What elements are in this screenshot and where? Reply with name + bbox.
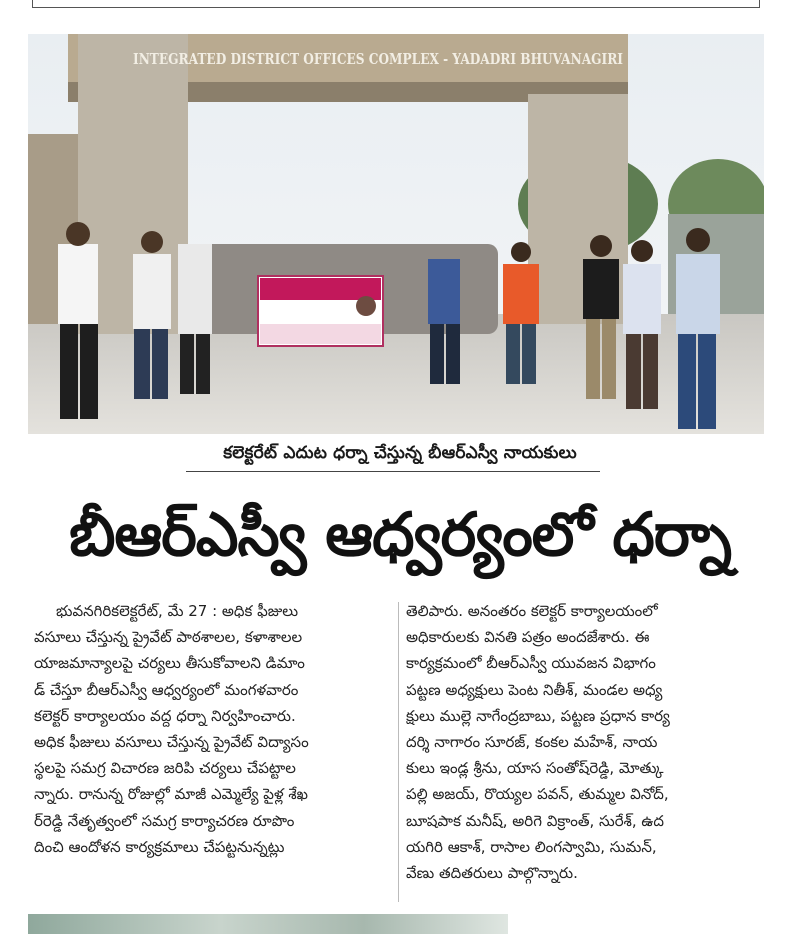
article-line: న్నారు. రానున్న రోజుల్లో మాజీ ఎమ్మెల్యే పైళ్ల శేఖ <box>34 785 308 804</box>
article-line: యగిరి ఆకాశ్, రాసాల లింగస్వామి, సుమన్, <box>406 837 657 856</box>
column-divider <box>398 602 399 902</box>
article-line: పల్లి అజయ్, రొయ్యల పవన్, తుమ్మల వినోద్, <box>406 785 669 804</box>
article-column-right <box>406 598 776 886</box>
article-line: అధికారులకు వినతి పత్రం అందజేశారు. ఈ <box>406 628 650 647</box>
article-line: అధిక ఫీజులు వసూలు చేస్తున్న ప్రైవేట్ విద్యాసం <box>34 733 309 752</box>
article-line: దించి ఆందోళన కార్యక్రమాలు చేపట్టనున్నట్లు <box>34 837 285 856</box>
article-line: భువనగిరికలెక్టరేట్, మే 27 : అధిక ఫీజులు <box>56 602 299 620</box>
article-line: కార్యక్రమంలో బీఆర్ఎస్వీ యువజన విభాగం <box>406 654 656 673</box>
article-line: బూషపాక మనీష్, అరిగె విక్రాంత్, సురేశ్, ఉద <box>406 811 664 830</box>
gate-sign-text: INTEGRATED DISTRICT OFFICES COMPLEX - YADADRI BHUVANAGIRI <box>133 50 623 68</box>
article-line: ర్‌రెడ్డి నేతృత్వంలో సమగ్ర కార్యాచరణ రూపొం <box>34 811 295 830</box>
article-line: తెలిపారు. అనంతరం కలెక్టర్ కార్యాలయంలో <box>406 602 658 620</box>
photo-caption: కలెక్టరేట్ ఎదుట ధర్నా చేస్తున్న బీఆర్ఎస్వీ నాయకులు <box>223 443 577 463</box>
article-line: స్థలపై సమగ్ర విచారణ జరిపి చర్యలు చేపట్టాల <box>34 759 296 778</box>
article-line: కులు ఇండ్ల శ్రీను, యాస సంతోష్‌రెడ్డి, మోత్కు <box>406 759 664 778</box>
article-line: కలెక్టర్ కార్యాలయం వద్ద ధర్నా నిర్వహించారు. <box>34 706 296 725</box>
article-line: పట్టణ అధ్యక్షులు పెంట నితీశ్, మండల అధ్య <box>406 680 663 699</box>
article-line: డ్ చేస్తూ బీఆర్ఎస్వీ ఆధ్వర్యంలో మంగళవారం <box>34 680 299 699</box>
article-line: యాజమాన్యాలపై చర్యలు తీసుకోవాలని డిమాం <box>34 654 305 673</box>
article-line: వసూలు చేస్తున్న ప్రైవేట్ పాఠశాలల, కళాశాలల <box>34 628 303 647</box>
news-photo <box>28 34 764 434</box>
previous-article-border <box>32 0 760 8</box>
caption-divider <box>186 471 600 472</box>
article-line: క్షులు ముల్లె నాగేంద్రబాబు, పట్టణ ప్రధాన కార్య <box>406 706 670 725</box>
article-line: వేణు తదితరులు పాల్గొన్నారు. <box>406 864 578 883</box>
article-line: దర్శి నాగారం సూరజ్, కంకల మహేశ్, నాయ <box>406 733 658 752</box>
next-article-photo-edge <box>28 914 508 934</box>
headline: బీఆర్ఎస్వీ ఆధ్వర్యంలో ధర్నా <box>69 500 731 570</box>
article-column-left <box>34 598 404 860</box>
